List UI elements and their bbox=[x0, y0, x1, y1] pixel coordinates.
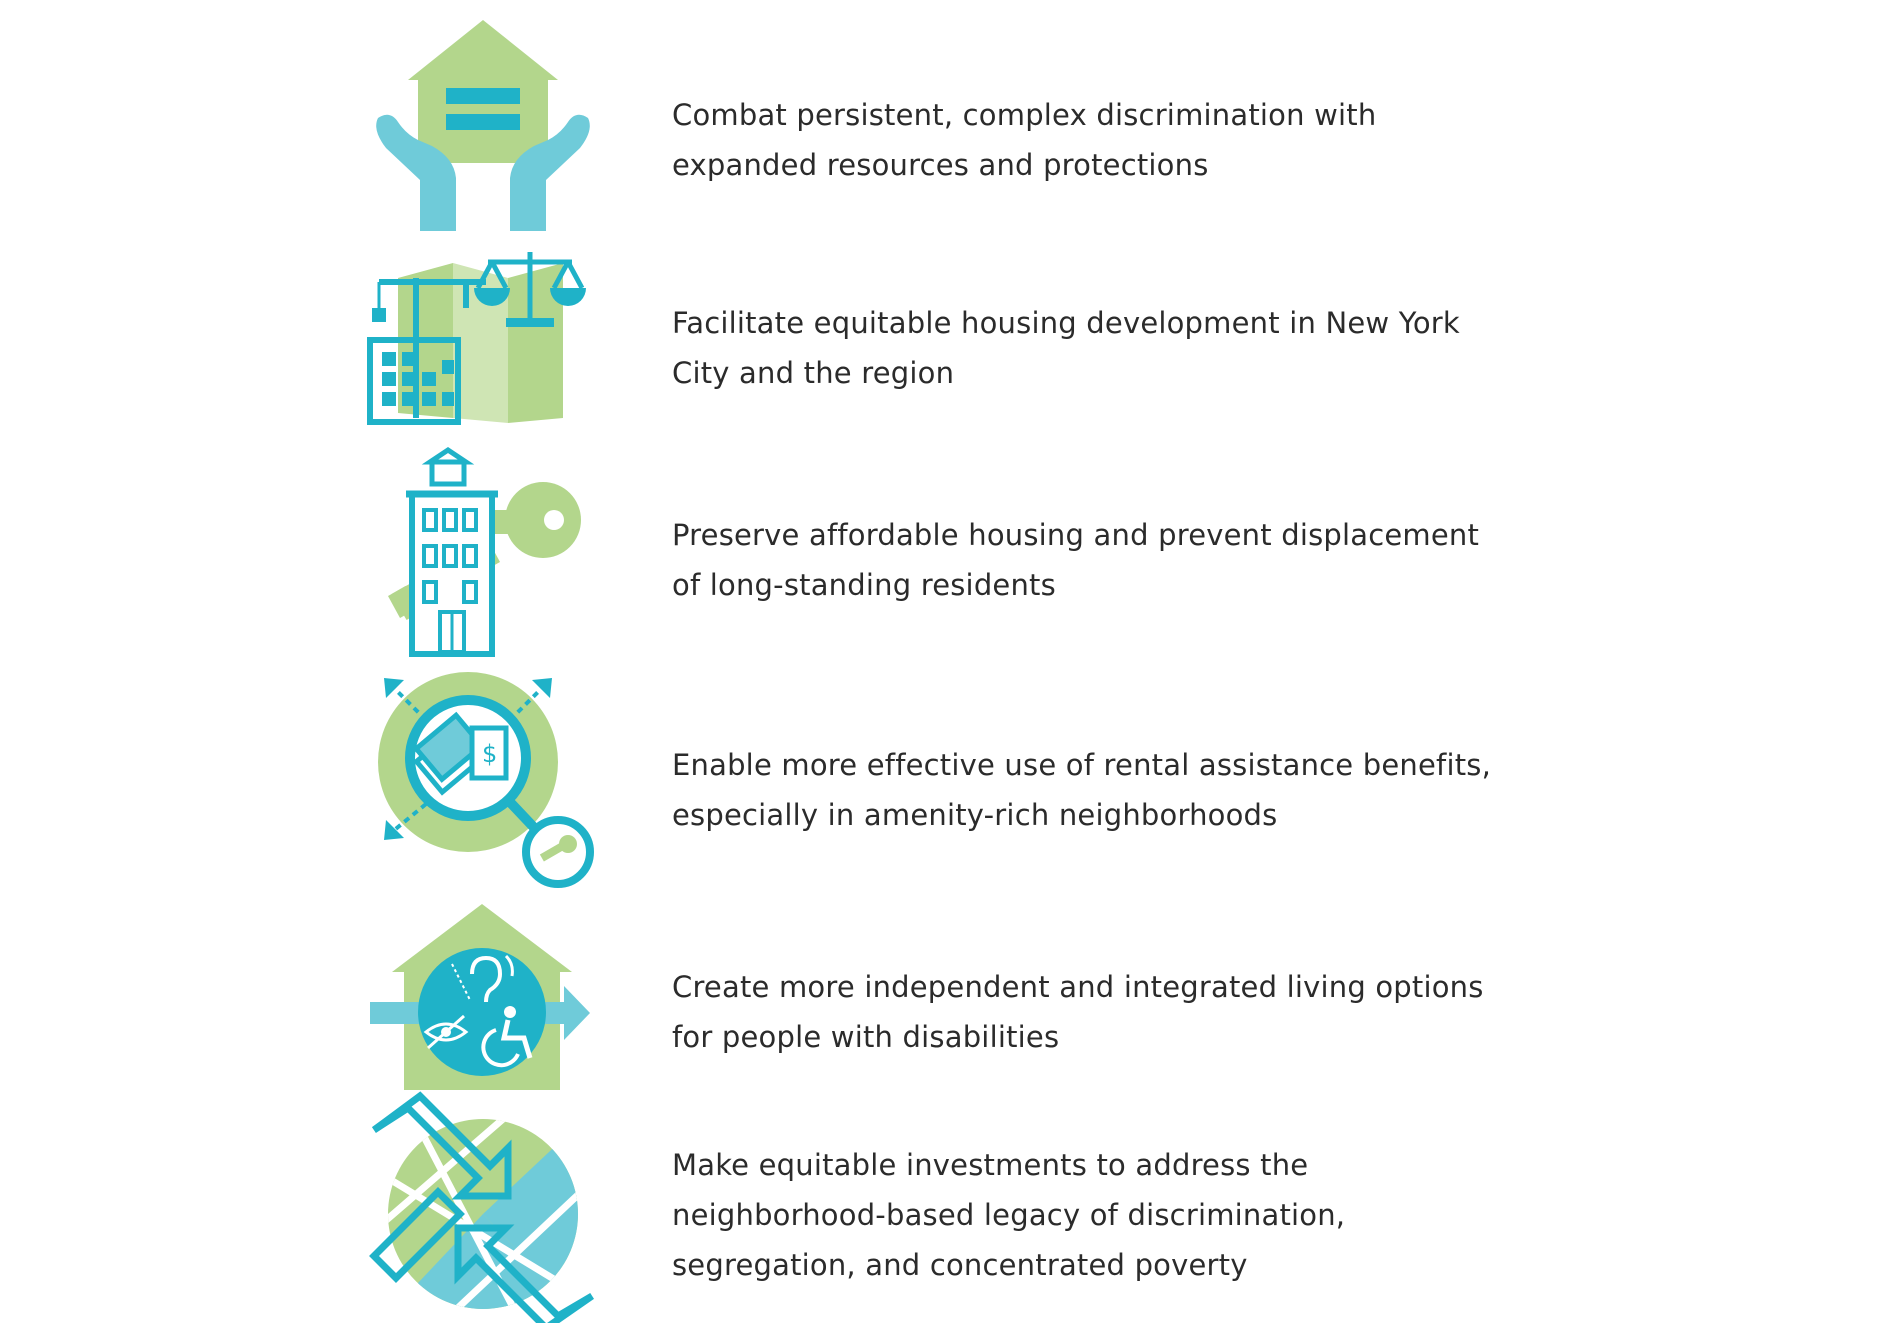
neighborhood-investment-arrows-icon bbox=[368, 1106, 598, 1316]
construction-map-scales-icon bbox=[368, 248, 598, 428]
goal-text: Facilitate equitable housing development in New York City and the region bbox=[672, 306, 1460, 390]
goal-text: Enable more effective use of rental assistance benefits, especially in amenity-rich neighborhoods bbox=[672, 748, 1491, 832]
apartment-building-key-icon bbox=[368, 448, 598, 658]
goal-text: Create more independent and integrated living options for people with disabilities bbox=[672, 970, 1484, 1054]
goal-text: Preserve affordable housing and prevent displacement of long-standing residents bbox=[672, 518, 1480, 602]
svg-text:$: $ bbox=[482, 740, 498, 768]
house-accessibility-icon bbox=[368, 902, 598, 1092]
house-equality-hands-icon bbox=[368, 18, 598, 233]
voucher-magnifier-key-icon bbox=[368, 672, 598, 892]
goal-text: Make equitable investments to address the neighborhood-based legacy of discrimination, segregation, and concentrated poverty bbox=[672, 1148, 1346, 1282]
goal-text: Combat persistent, complex discrimination with expanded resources and protections bbox=[672, 98, 1377, 182]
